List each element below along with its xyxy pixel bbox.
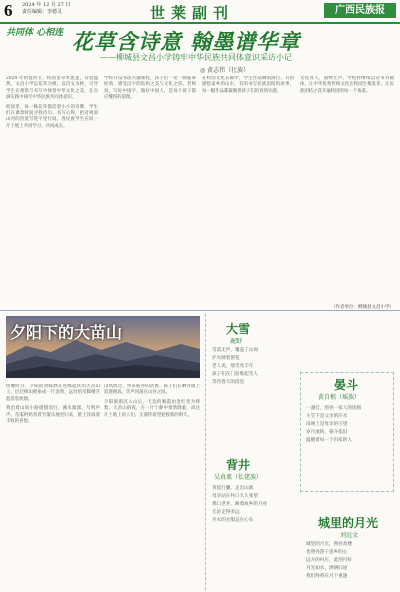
poem-author: 鹿野	[230, 338, 243, 345]
poem-line: 城里的月光，照亮高楼	[306, 542, 352, 547]
poem-line: 也照亮游子思乡的心	[306, 550, 348, 555]
poem-line: 斗笠下是父亲的汗水	[306, 414, 348, 419]
poem-title: 晏斗	[334, 378, 359, 392]
feature-column-4	[300, 76, 394, 298]
feature-column-2	[104, 76, 196, 302]
feature-column-1	[6, 76, 98, 302]
poem-line: 岁月流转，晏斗依旧	[306, 430, 348, 435]
poem-author: 吴真菓（仫佬族）	[214, 474, 263, 481]
date-line	[22, 2, 70, 16]
feature-paragraph: 文化育人，润物无声。学校将继续以诗书为载体，让中华优秀传统文化在校园生根发芽，让民族团结之花开遍校园的每一个角落。	[300, 76, 394, 94]
poem-line: 我们终将在月下重逢	[306, 574, 348, 579]
poem-line: 远方的村庄，此刻可好	[306, 558, 352, 563]
newspaper-brand: 广西民族报	[324, 3, 396, 18]
poem-line: 井水的甘甜总在心头	[212, 518, 254, 523]
feature-deck: ——柳城县文昌小学铸牢中华民族共同体意识采访小记	[100, 53, 292, 62]
story-paragraph: 我沿着山间小路缓缓而行，溪水潺潺，鸟鸣声声。苗家阿妈背着竹篓从地里归来，脸上洋溢着丰收的喜悦。	[6, 406, 100, 425]
feature-end-note: （作者单位：柳城县文昌小学）	[331, 305, 394, 310]
editor-name: 责任编辑：李德灵	[22, 9, 63, 15]
section-title: 世莱副刊	[150, 4, 235, 22]
poem-line: 月光如水，洒满归途	[306, 566, 348, 571]
poem-line: 雪落无声，覆盖了山岗	[212, 348, 258, 353]
story-paragraph: 傍晚时分，夕阳的余晖洒在连绵起伏的大苗山上，层层梯田被染成一片金黄，远处的吊脚楼升起袅袅炊烟。	[6, 384, 100, 402]
poem-line: 温暖着每一个归家的人	[306, 438, 352, 443]
feature-paragraph: 校园里，每一株花草都挂着小小的诗牌。学生们在课余时间寻找诗句、书写心得，把对祖国山河的热爱写进字里行间。各民族学生在同一片土地上共同学习、共同成长。	[6, 104, 98, 129]
story-paragraph: 夕阳渐渐沉入山后，天边的晚霞由金红变为绛紫。大苗山的夜，在一片宁静中悄然降临，而这片土地上的人们，正满怀希望迎接新的明天。	[104, 399, 200, 418]
section-divider	[0, 310, 400, 311]
feature-paragraph: 在校园文化长廊中，学生作品琳琅满目。有的描绘家乡的山水，有的书写民族团结的故事，每一幅作品都凝聚着孩子们的真情实感。	[202, 76, 294, 94]
story-title: 夕阳下的大苗山	[10, 323, 123, 342]
poem-title: 背井	[226, 458, 251, 472]
poem-line: 炉火映着窗花	[212, 356, 240, 361]
feature-paragraph: 2024 年初夏时节，校园里草木葱茏，诗意盎然。文昌小学以花草为媒，以诗文为桥，引导学生在观察与书写中体悟中华文化之美，在点滴实践中铸牢中华民族共同体意识。	[6, 76, 98, 101]
poem-line: 那口老井，映着故乡的月亮	[212, 502, 268, 507]
poem-author: 黄自根（瑶族）	[318, 394, 361, 401]
feature-column-3	[202, 76, 294, 302]
story-column-2	[104, 384, 200, 588]
feature-paragraph: 学校开设书法兴趣课程，孩子们一笔一画临摹经典，感受汉字的结构之美与文化之厚。老师说，写好中国字，做好中国人，是每个孩子都应懂得的道理。	[104, 76, 196, 101]
poem-title: 大雪	[226, 322, 251, 336]
poem-line: 一盏灯，照亮一家人的团圆	[306, 406, 362, 411]
poem-line: 母亲站在村口久久张望	[212, 494, 258, 499]
page-header	[0, 0, 400, 24]
page-number: 6	[4, 1, 13, 20]
column-divider	[205, 314, 207, 590]
feature-byline: ◎ 黄志伟（壮族）	[200, 67, 250, 74]
story-paragraph: 山风吹过，带来稻谷的清香。孩子们在晒谷场上追逐嬉戏，笑声回荡在山谷之间。	[104, 384, 200, 396]
poem-line: 无论走得多远	[212, 510, 240, 515]
story-column-1	[6, 384, 100, 588]
poem-author: 刘远文	[340, 532, 359, 539]
poem-line: 老人说，瑞雪兆丰年	[212, 364, 254, 369]
poem-line: 等待春天的消息	[212, 380, 245, 385]
column-kicker: 共同体 心相连	[6, 28, 64, 38]
poem-line: 孩子们在门前堆起雪人	[212, 372, 258, 377]
poem-line: 背起行囊，走出山寨	[212, 486, 254, 491]
feature-headline: 花草含诗意 翰墨谱华章	[72, 29, 301, 54]
issue-date: 2024 年 12 月 27 日	[22, 2, 71, 8]
poem-line: 田埂上是母亲的守望	[306, 422, 348, 427]
poem-title: 城里的月光	[318, 516, 379, 530]
